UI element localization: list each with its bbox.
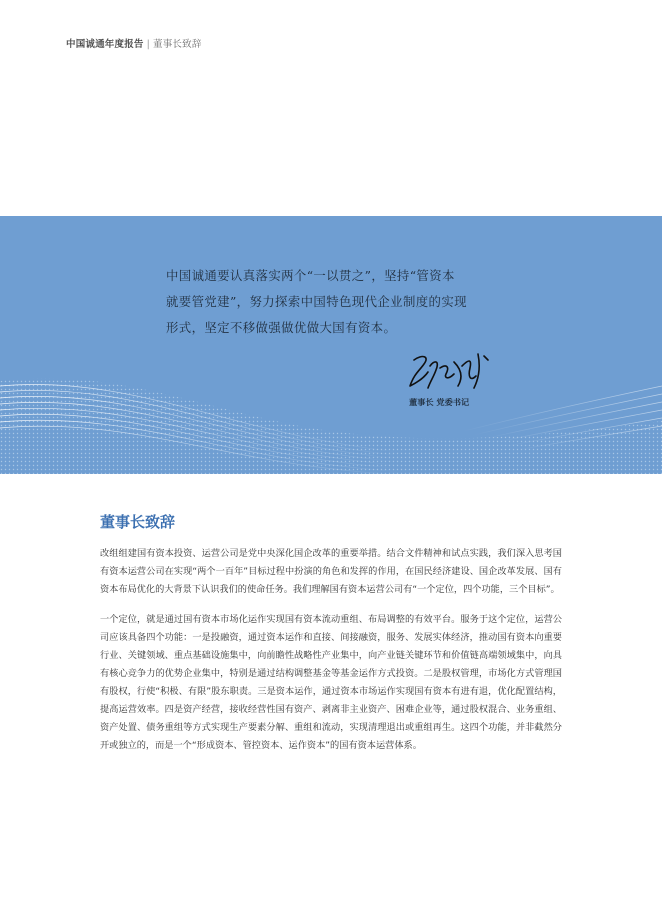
chairman-quote	[166, 263, 506, 341]
report-title: 中国诚通年度报告	[66, 39, 144, 50]
signer-title: 董事长 党委书记	[409, 397, 470, 407]
wave-pattern	[0, 216, 662, 474]
header-section-name: 董事长致辞	[153, 39, 202, 50]
quote-banner	[0, 216, 662, 474]
body-paragraph: 改组组建国有资本投资、运营公司是党中央深化国企改革的重要举措。结合文件精神和试点实践，我们深入思考国有资本运营公司在实现“两个一百年”目标过程中扮演的角色和发挥的作用，在国民经济建设、国企改革发展、国有资本布局优化的大背景下认识我们的使命任务。我们理解国有资本运营公司有“一个定位，四个功能，三个目标”。	[100, 548, 562, 595]
quote-line: 中国诚通要认真落实两个“一以贯之”，坚持“管资本	[166, 268, 455, 283]
running-header	[66, 36, 202, 50]
body-paragraph: 一个定位，就是通过国有资本市场化运作实现国有资本流动重组、布局调整的有效平台。服务于这个定位，运营公司应该具备四个功能：一是投融资，通过资本运作和直接、间接融资，服务、发展实体经济，推动国有资本向重要行业、关键领域、重点基础设施集中，向前瞻性战略性产业集中，向产业链关键环节和价值链高端领域集中，向具有核心竞争力的优势企业集中，特别是通过结构调整基金等基金运作方式投资。二是股权管理，市场化方式管理国有股权，行使“积极、有限”股东职责。三是资本运作，通过资本市场运作实现国有资本有进有退，优化配置结构，提高运营效率。四是资产经营，接收经营性国有资产、剥离非主业资产、困难企业等，通过股权混合、业务重组、资产处置、债务重组等方式实现生产要素分解、重组和流动，实现清理退出或重组再生。这四个功能，并非截然分开或独立的，而是一个“形成资本、管控资本、运作资本”的国有资本运营体系。	[100, 614, 562, 751]
handwritten-signature	[400, 346, 496, 394]
quote-line: 形式，坚定不移做强做优做大国有资本。	[166, 320, 397, 335]
quote-line: 就要管党建”，努力探索中国特色现代企业制度的实现	[166, 294, 467, 309]
page-title: 董事长致辞	[100, 513, 176, 531]
header-separator: |	[146, 39, 151, 50]
letter-body	[100, 545, 562, 767]
